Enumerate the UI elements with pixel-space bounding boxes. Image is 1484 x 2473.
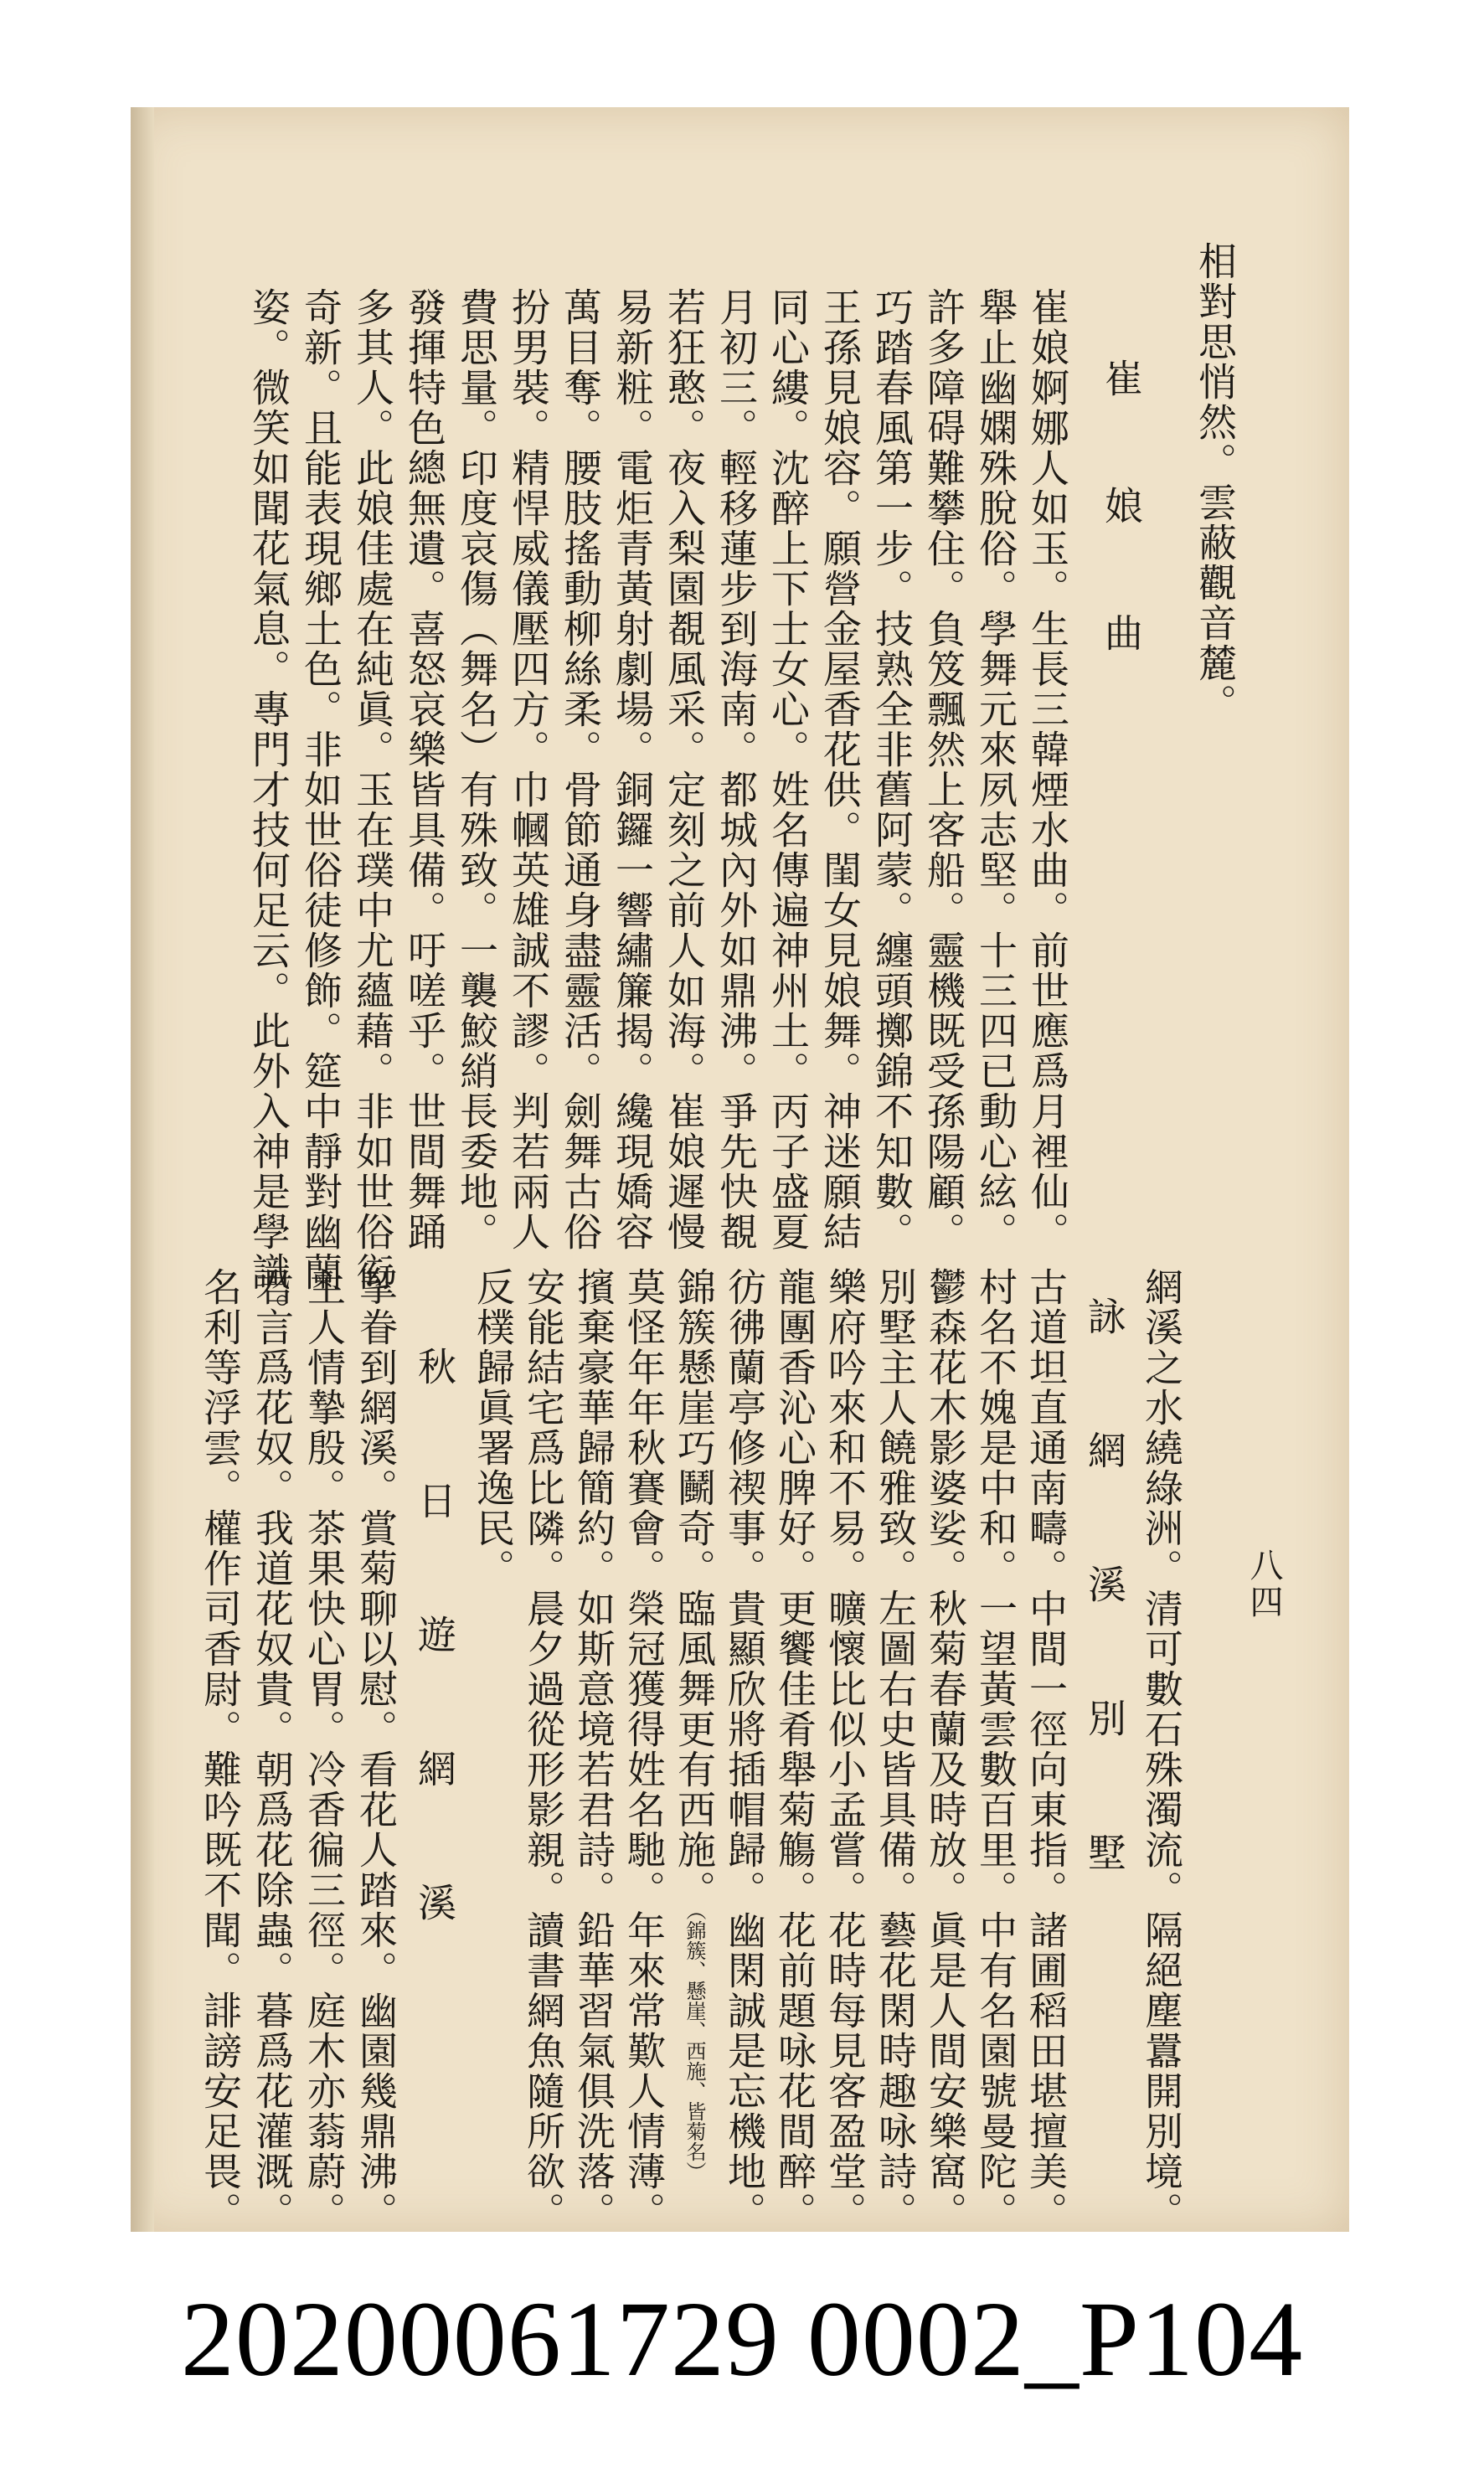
poem-line: 姿。微笑如聞花氣息。專門才技何足云。此外入神是學識。 — [246, 287, 291, 1332]
poem-line: 錦簇懸崖巧鬭奇。臨風舞更有西施。 — [672, 1267, 717, 1910]
poem-line: 崔娘婀娜人如玉。生長三韓煙水曲。前世應爲月裡仙。 — [1025, 287, 1070, 1252]
chrysanthemum-name-note: （錦簇、懸崖、西施、皆菊名） — [683, 1910, 706, 2182]
poem-line: 王孫見娘容。願營金屋香花供。閨女見娘舞。神迷願結 — [817, 287, 863, 1252]
poem-line: 許多障碍難攀住。負笈飄然上客船。靈機既受孫陽顧。 — [921, 287, 966, 1252]
poem-line-with-note — [672, 1267, 717, 2182]
poem-line: 發揮特色總無遺。喜怒哀樂皆具備。吁嗟乎。世間舞踊 — [402, 287, 447, 1252]
poem-line: 若狂憨。夜入梨園覩風采。定刻之前人如海。崔娘遲慢 — [662, 287, 707, 1252]
poem-line: 莫怪年年秋賽會。榮冠獲得姓名馳。年來常歎人情薄。 — [621, 1267, 667, 2232]
poem-line: 同心縷。沈醉上下士女心。姓名傳遍神州土。丙子盛夏 — [765, 287, 811, 1252]
poem-line: 名利等浮雲。權作司香尉。難吟既不聞。誹謗安足畏。 — [198, 1267, 243, 2232]
poem-line: 鬱森花木影婆娑。秋菊春蘭及時放。眞是人間安樂窩。 — [923, 1267, 968, 2232]
upper-closing-line: 相對思悄然。雲蔽觀音麓。 — [1193, 241, 1238, 724]
poem-line: 網溪之水繞綠洲。清可數石殊濁流。隔絕塵囂開別境。 — [1139, 1267, 1184, 2232]
poem-line: 萬目奪。腰肢搖動柳絲柔。骨節通身盡靈活。劍舞古俗 — [558, 287, 603, 1252]
poem-line: 主人情摯殷。茶果快心胃。冷香徧三徑。庭木亦蓊蔚。 — [301, 1267, 347, 2232]
poem-line: 月初三。輕移蓮步到海南。都城內外如鼎沸。爭先快覩 — [714, 287, 759, 1252]
poem-line: 安能結宅爲比隣。晨夕過從形影親。讀書網魚隨所欲。 — [521, 1267, 566, 2232]
poem-line: 舉止幽嫻殊脫俗。學舞元來夙志堅。十三四已動心絃。 — [973, 287, 1018, 1252]
catalog-id-label: 20200061729 0002_P104 — [180, 2280, 1304, 2398]
poem-line: 村名不媿是中和。一望黃雲數百里。中有名園號曼陀。 — [973, 1267, 1018, 2232]
poem-line: 別墅主人饒雅致。左圖右史皆具備。藝花閑時趣咏詩。 — [873, 1267, 918, 2232]
poem-line: 巧踏春風第一步。技熟全非舊阿蒙。纏頭擲錦不知數。 — [869, 287, 915, 1252]
poem-line: 易新粧。電炬青黃射劇場。銅鑼一響繡簾揭。纔現嬌容 — [610, 287, 655, 1252]
poem-line: 古道坦直通南疇。中間一徑向東指。諸圃稻田堪擅美。 — [1023, 1267, 1069, 2232]
poem-title-cui-niang: 崔 娘 曲 — [1099, 358, 1144, 677]
book-spine-shadow — [131, 107, 154, 2232]
book-page — [131, 107, 1349, 2232]
page-number: 八四 — [1244, 1548, 1283, 1621]
poem-line: 扮男裝。精悍威儀壓四方。巾幗英雄誠不謬。判若兩人 — [506, 287, 551, 1252]
poem-line: 費思量。印度哀傷（舞名）有殊致。一襲鮫綃長委地。 — [454, 287, 499, 1252]
poem-title-wangxi-villa: 詠 網 溪 別 墅 — [1082, 1296, 1127, 1899]
poem-line: 多其人。此娘佳處在純眞。玉在璞中尤蘊藉。非如世俗衒 — [350, 287, 395, 1292]
poem-line: 奇新。且能表現鄉土色。非如世俗徒修飾。筵中靜對幽蘭 — [298, 287, 343, 1292]
poem-title-autumn-wangxi: 秋 日 遊 網 溪 — [412, 1347, 457, 1950]
poem-line: 龍團香沁心脾好。更饗佳肴舉菊觴。花前題咏花間醉。 — [772, 1267, 817, 2232]
poem-line: 擯棄豪華歸簡約。如斯意境若君詩。鉛華習氣俱洗落。 — [571, 1267, 616, 2232]
poem-line: 君言爲花奴。我道花奴貴。朝爲花除蟲。暮爲花灌溉。 — [250, 1267, 295, 2232]
poem-line: 樂府吟來和不易。曠懷比似小孟嘗。花時每見客盈堂。 — [822, 1267, 868, 2232]
poem-line: 反樸歸眞署逸民。 — [471, 1267, 516, 1589]
poem-line: 挈眷到網溪。賞菊聊以慰。看花人踏來。幽園幾鼎沸。 — [353, 1267, 399, 2232]
poem-line: 彷彿蘭亭修禊事。貴顯欣將插帽歸。幽閑誠是忘機地。 — [722, 1267, 767, 2232]
